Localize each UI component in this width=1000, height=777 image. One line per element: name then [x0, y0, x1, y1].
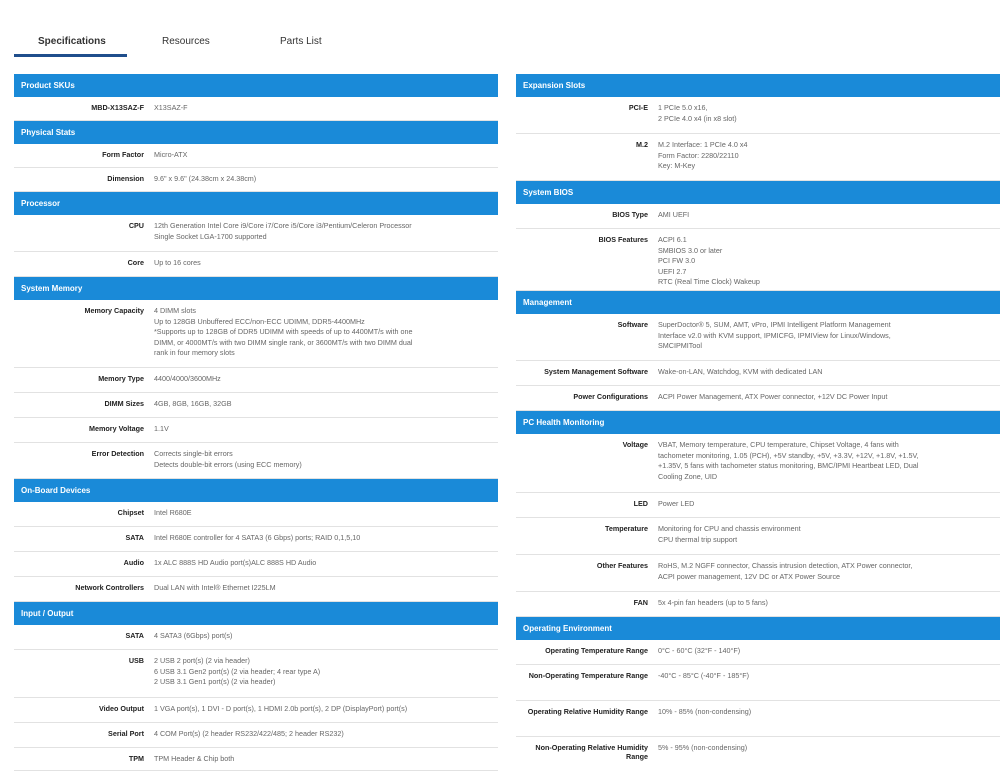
spec-value: TPM Header & Chip both — [154, 754, 235, 763]
spec-row — [14, 168, 498, 192]
section-header: Physical Stats — [14, 121, 498, 144]
spec-row — [516, 434, 1000, 493]
spec-row — [516, 665, 1000, 701]
spec-label: PCI-E — [628, 103, 648, 112]
spec-row — [516, 518, 1000, 555]
spec-value: Intel R680E — [154, 508, 192, 517]
spec-value: Wake-on-LAN, Watchdog, KVM with dedicated LAN — [658, 367, 823, 376]
spec-value: Dual LAN with Intel® Ethernet I225LM — [154, 583, 276, 592]
spec-value: RoHS, M.2 NGFF connector, Chassis intrusion detection, ATX Power connector, ACPI power management, 12V DC or ATX Power Source — [658, 561, 913, 581]
spec-value: ACPI 6.1 SMBIOS 3.0 or later PCI FW 3.0 UEFI 2.7 RTC (Real Time Clock) Wakeup — [658, 235, 760, 287]
spec-label: BIOS Features — [598, 235, 648, 244]
spec-row — [14, 144, 498, 168]
spec-label: LED — [633, 499, 648, 508]
spec-value: Monitoring for CPU and chassis environment CPU thermal trip support — [658, 524, 801, 544]
spec-row — [516, 361, 1000, 386]
spec-value: 4GB, 8GB, 16GB, 32GB — [154, 399, 232, 408]
spec-label: SATA — [125, 631, 144, 640]
spec-label: Chipset — [117, 508, 144, 517]
section-header: Input / Output — [14, 602, 498, 625]
tab-resources[interactable]: Resources — [162, 36, 210, 47]
spec-value: 5x 4-pin fan headers (up to 5 fans) — [658, 598, 768, 607]
spec-label: Memory Type — [98, 374, 144, 383]
spec-label: FAN — [633, 598, 648, 607]
spec-value: 1 PCIe 5.0 x16, 2 PCIe 4.0 x4 (in x8 slot) — [658, 103, 737, 123]
spec-column-right — [516, 74, 1000, 767]
spec-row — [14, 527, 498, 552]
spec-value: 2 USB 2 port(s) (2 via header) 6 USB 3.1 Gen2 port(s) (2 via header; 4 rear type A) 2 USB 3.1 Gen1 port(s) (2 via header) — [154, 656, 321, 687]
section-header: Expansion Slots — [516, 74, 1000, 97]
spec-value: 4400/4000/3600MHz — [154, 374, 221, 383]
spec-row — [14, 97, 498, 121]
spec-value: SuperDoctor® 5, SUM, AMT, vPro, IPMI Intelligent Platform Management Interface v2.0 with KVM support, IPMICFG, IPMIView for Linux/Windows, SMCIPMITool — [658, 320, 891, 351]
spec-label: Temperature — [604, 524, 648, 533]
tab-bar — [14, 30, 500, 56]
spec-label: Software — [617, 320, 648, 329]
spec-value: VBAT, Memory temperature, CPU temperature, Chipset Voltage, 4 fans with tachometer monitoring, 1.05 (PCH), +5V standby, +5V, +3.3V, +12V, +1.8V, +1.5V, +1.35V, 5 fans with tachometer status monitoring, BMC/IPMI Heartbeat LED, Dual Cooling Zone, UID — [658, 440, 919, 481]
spec-row — [14, 625, 498, 650]
spec-row — [516, 229, 1000, 291]
section-header: System BIOS — [516, 181, 1000, 204]
spec-label: M.2 — [636, 140, 648, 149]
section-header: Operating Environment — [516, 617, 1000, 640]
spec-row — [14, 252, 498, 277]
spec-label: Dimension — [107, 174, 144, 183]
spec-value: Power LED — [658, 499, 695, 508]
tab-parts-list[interactable]: Parts List — [280, 36, 322, 47]
spec-row — [14, 300, 498, 368]
spec-row — [14, 723, 498, 748]
spec-label: Memory Voltage — [89, 424, 144, 433]
spec-row — [14, 650, 498, 698]
spec-label: DIMM Sizes — [104, 399, 144, 408]
spec-value: 4 DIMM slots Up to 128GB Unbuffered ECC/non-ECC UDIMM, DDR5-4400MHz *Supports up to 128GB of DDR5 UDIMM with speeds of up to 4400MT/s with one DIMM, or 4000MT/s with two DIMM single rank, or 3600MT/s with two DIMM dual rank in four memory slots — [154, 306, 413, 358]
spec-label: SATA — [125, 533, 144, 542]
spec-label: Video Output — [99, 704, 144, 713]
section-header: Product SKUs — [14, 74, 498, 97]
spec-label: Network Controllers — [75, 583, 144, 592]
spec-value: M.2 Interface: 1 PCIe 4.0 x4 Form Factor: 2280/22110 Key: M-Key — [658, 140, 748, 171]
spec-value: AMI UEFI — [658, 210, 690, 219]
spec-row — [14, 552, 498, 577]
spec-row — [14, 443, 498, 479]
spec-value: 1 VGA port(s), 1 DVI - D port(s), 1 HDMI 2.0b port(s), 2 DP (DisplayPort) port(s) — [154, 704, 408, 713]
spec-value: X13SAZ-F — [154, 103, 188, 112]
spec-label: Operating Relative Humidity Range — [527, 707, 648, 716]
spec-row — [516, 701, 1000, 737]
spec-label: Audio — [123, 558, 144, 567]
spec-row — [516, 493, 1000, 518]
spec-value: Micro-ATX — [154, 150, 188, 159]
spec-label: Error Detection — [91, 449, 144, 458]
spec-value: Corrects single-bit errors Detects double-bit errors (using ECC memory) — [154, 449, 302, 469]
section-header: System Memory — [14, 277, 498, 300]
spec-label: Non-Operating Relative Humidity Range — [535, 743, 648, 761]
spec-row — [14, 368, 498, 393]
spec-label: Non-Operating Temperature Range — [528, 671, 648, 680]
spec-row — [516, 314, 1000, 361]
spec-value: Up to 16 cores — [154, 258, 201, 267]
spec-row — [14, 418, 498, 443]
spec-row — [14, 502, 498, 527]
section-header: On-Board Devices — [14, 479, 498, 502]
spec-value: 4 SATA3 (6Gbps) port(s) — [154, 631, 233, 640]
spec-label: USB — [128, 656, 144, 665]
spec-label: Other Features — [596, 561, 648, 570]
section-header: Management — [516, 291, 1000, 314]
spec-column-left — [14, 74, 498, 771]
spec-row — [516, 737, 1000, 767]
spec-label: Serial Port — [108, 729, 144, 738]
spec-row — [516, 386, 1000, 411]
section-header: PC Health Monitoring — [516, 411, 1000, 434]
section-header: Processor — [14, 192, 498, 215]
spec-value: -40°C - 85°C (-40°F - 185°F) — [658, 671, 749, 680]
spec-label: MBD-X13SAZ-F — [91, 103, 144, 112]
spec-row — [516, 640, 1000, 665]
spec-label: Operating Temperature Range — [545, 646, 648, 655]
spec-label: CPU — [128, 221, 144, 230]
spec-value: 0°C - 60°C (32°F - 140°F) — [658, 646, 741, 655]
spec-row — [14, 393, 498, 418]
spec-row — [516, 97, 1000, 134]
spec-value: 1.1V — [154, 424, 169, 433]
spec-value: Intel R680E controller for 4 SATA3 (6 Gbps) ports; RAID 0,1,5,10 — [154, 533, 361, 542]
spec-value: 5% - 95% (non-condensing) — [658, 743, 748, 752]
spec-row — [14, 748, 498, 771]
spec-row — [516, 592, 1000, 617]
spec-label: Memory Capacity — [84, 306, 144, 315]
spec-row — [516, 134, 1000, 181]
spec-value: 10% - 85% (non-condensing) — [658, 707, 752, 716]
active-tab-indicator — [14, 54, 127, 57]
spec-value: 1x ALC 888S HD Audio port(s)ALC 888S HD Audio — [154, 558, 317, 567]
spec-row — [14, 698, 498, 723]
spec-row — [14, 577, 498, 602]
spec-row — [14, 215, 498, 252]
spec-label: Voltage — [622, 440, 648, 449]
spec-label: Power Configurations — [573, 392, 648, 401]
spec-value: 4 COM Port(s) (2 header RS232/422/485; 2 header RS232) — [154, 729, 344, 738]
tab-specifications[interactable]: Specifications — [38, 36, 106, 47]
spec-row — [516, 204, 1000, 229]
spec-label: Core — [127, 258, 144, 267]
spec-value: 12th Generation Intel Core i9/Core i7/Core i5/Core i3/Pentium/Celeron Processor Single Socket LGA-1700 supported — [154, 221, 412, 241]
spec-label: Form Factor — [102, 150, 144, 159]
spec-row — [516, 555, 1000, 592]
spec-value: ACPI Power Management, ATX Power connector, +12V DC Power Input — [658, 392, 888, 401]
spec-label: TPM — [128, 754, 144, 763]
spec-value: 9.6" x 9.6" (24.38cm x 24.38cm) — [154, 174, 257, 183]
spec-label: System Management Software — [544, 367, 648, 376]
spec-label: BIOS Type — [612, 210, 648, 219]
